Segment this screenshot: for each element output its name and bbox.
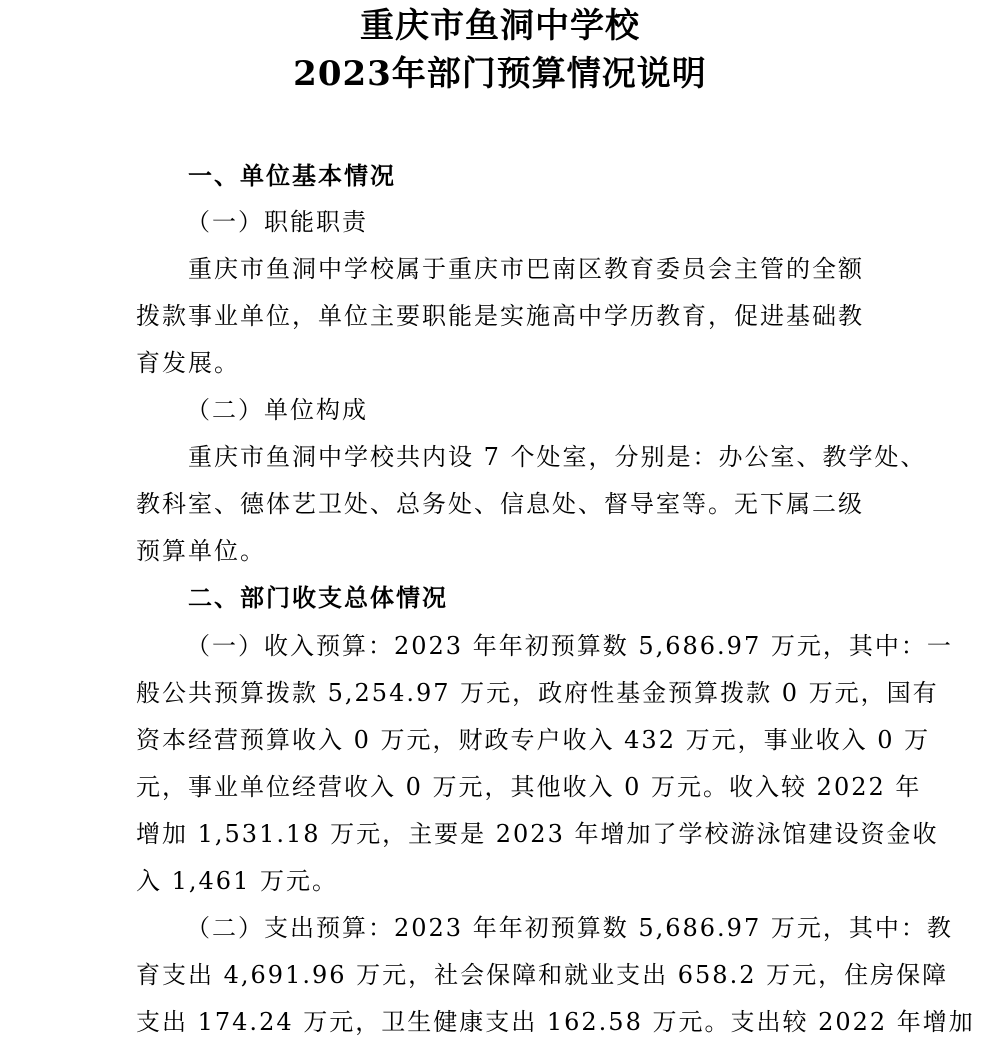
paragraph-line: 重庆市鱼洞中学校共内设 7 个处室，分别是：办公室、教学处、 xyxy=(188,443,927,471)
paragraph-line: 拨款事业单位，单位主要职能是实施高中学历教育，促进基础教 xyxy=(136,302,864,330)
paragraph-line: （二）支出预算：2023 年年初预算数 5,686.97 万元，其中：教 xyxy=(186,914,953,942)
paragraph-line: 育支出 4,691.96 万元，社会保障和就业支出 658.2 万元，住房保障 xyxy=(136,961,949,989)
paragraph-line: 重庆市鱼洞中学校属于重庆市巴南区教育委员会主管的全额 xyxy=(188,255,864,283)
document-title-line-2: 2023年部门预算情况说明 xyxy=(293,54,707,94)
document-title-line-1: 重庆市鱼洞中学校 xyxy=(360,6,640,46)
paragraph-line: 育发展。 xyxy=(136,349,240,377)
paragraph-line: 支出 174.24 万元，卫生健康支出 162.58 万元。支出较 2022 年增加 xyxy=(136,1008,975,1036)
section-1-subheading-1: （一）职能职责 xyxy=(186,208,368,236)
paragraph-line: 资本经营预算收入 0 万元，财政专户收入 432 万元，事业收入 0 万 xyxy=(136,726,931,754)
section-1-heading: 一、单位基本情况 xyxy=(188,161,396,190)
paragraph-line: 预算单位。 xyxy=(136,537,266,565)
section-2-heading: 二、部门收支总体情况 xyxy=(188,583,448,612)
paragraph-line: 教科室、德体艺卫处、总务处、信息处、督导室等。无下属二级 xyxy=(136,490,864,518)
paragraph-line: 增加 1,531.18 万元，主要是 2023 年增加了学校游泳馆建设资金收 xyxy=(136,820,939,848)
paragraph-line: 元，事业单位经营收入 0 万元，其他收入 0 万元。收入较 2022 年 xyxy=(136,773,922,801)
paragraph-line: 般公共预算拨款 5,254.97 万元，政府性基金预算拨款 0 万元，国有 xyxy=(136,679,939,707)
paragraph-line: （一）收入预算：2023 年年初预算数 5,686.97 万元，其中：一 xyxy=(186,632,953,660)
paragraph-line: 入 1,461 万元。 xyxy=(136,867,338,895)
section-1-subheading-2: （二）单位构成 xyxy=(186,396,368,424)
